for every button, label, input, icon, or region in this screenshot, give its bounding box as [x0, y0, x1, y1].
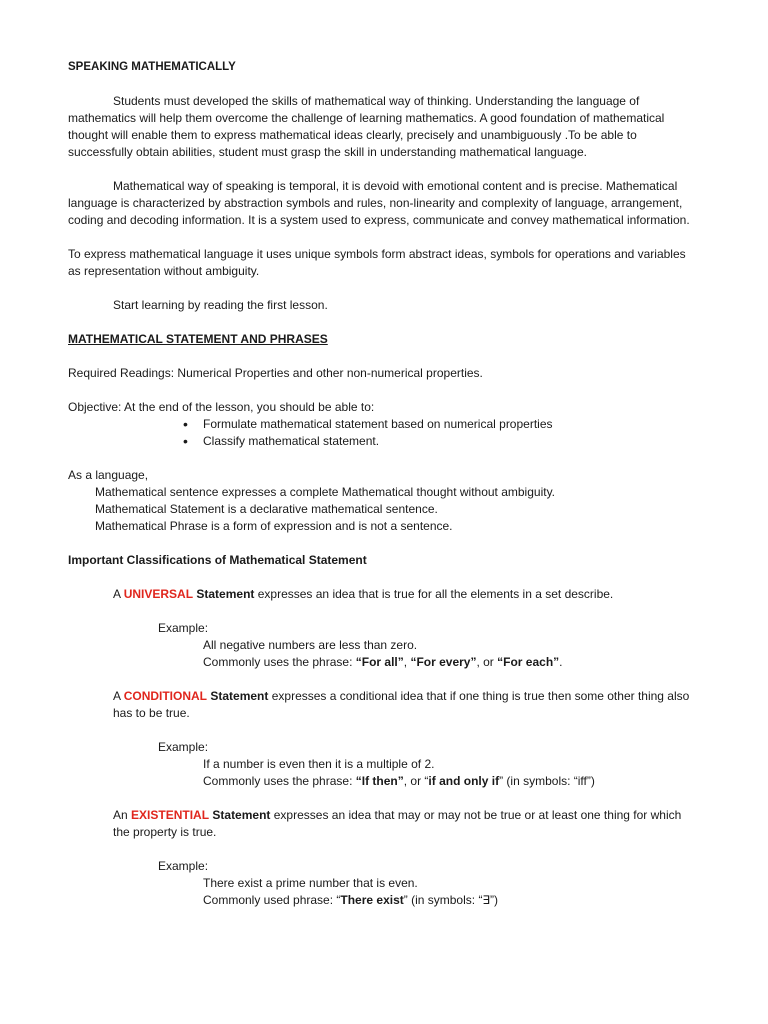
list-item: • Classify mathematical statement.: [183, 433, 698, 450]
article: A: [113, 587, 121, 601]
objective-list: [68, 416, 698, 450]
definition-sentence: Mathematical sentence expresses a complete Mathematical thought without ambiguity.: [95, 485, 556, 499]
objective: Objective: At the end of the lesson, you should be able to:: [68, 400, 375, 414]
example-label: Example:: [158, 859, 209, 873]
phrase-for-every: “For every”: [410, 655, 477, 669]
phrase-iff: if and only if: [428, 774, 500, 788]
phrase-for-all: “For all”: [355, 655, 404, 669]
article: An: [113, 808, 128, 822]
definition-text: expresses an idea that is true for all the elements in a set describe.: [257, 587, 614, 601]
phrase-end: .: [559, 655, 563, 669]
universal-keyword: UNIVERSAL: [123, 587, 194, 601]
article: A: [113, 689, 121, 703]
phrase-prefix: Commonly uses the phrase:: [203, 774, 356, 788]
universal-example: All negative numbers are less than zero.: [203, 638, 418, 652]
intro-paragraph-4: Start learning by reading the first lesson.: [113, 298, 328, 312]
intro-paragraph-3: To express mathematical language it uses unique symbols form abstract ideas, symbols for operations and variables as representation without ambiguity.: [68, 247, 686, 278]
example-label: Example:: [158, 621, 209, 635]
existential-keyword: EXISTENTIAL: [131, 808, 210, 822]
statement-word: Statement: [212, 808, 271, 822]
intro-paragraph-2: Mathematical way of speaking is temporal, it is devoid with emotional content and is precise. Mathematical language is characterized by abstraction symbols and rules, non-linearity and complexity of language, arrangement, coding and decoding information. It is a system used to express, communicate and convey mathematical information.: [68, 179, 690, 227]
conditional-keyword: CONDITIONAL: [123, 689, 208, 703]
section-heading: MATHEMATICAL STATEMENT AND PHRASES: [68, 332, 328, 346]
phrase-end: ” (in symbols: “iff”): [499, 774, 595, 788]
definition-phrase: Mathematical Phrase is a form of expression and is not a sentence.: [95, 519, 453, 533]
definition-text: expresses an idea that may or may not be true or at least one thing for which the property is true.: [113, 808, 682, 839]
separator: , or: [476, 655, 498, 669]
required-readings: Required Readings: Numerical Properties and other non-numerical properties.: [68, 366, 483, 380]
phrase-prefix: Commonly used phrase: “: [203, 893, 341, 907]
definition-text: expresses a conditional idea that if one thing is true then some other thing also has to be true.: [113, 689, 690, 720]
example-label: Example:: [158, 740, 209, 754]
phrase-end: ” (in symbols: “∃”): [403, 893, 499, 907]
separator: ,: [403, 655, 411, 669]
classifications-heading: Important Classifications of Mathematical Statement: [68, 553, 367, 567]
phrase-prefix: Commonly uses the phrase:: [203, 655, 356, 669]
conditional-example: If a number is even then it is a multiple of 2.: [203, 757, 435, 771]
conditional-definition: [68, 688, 698, 722]
universal-phrases: [68, 654, 698, 671]
as-language: As a language,: [68, 468, 149, 482]
existential-example: There exist a prime number that is even.: [203, 876, 418, 890]
statement-word: Statement: [210, 689, 269, 703]
existential-definition: [68, 807, 698, 841]
intro-paragraph-1: Students must developed the skills of mathematical way of thinking. Understanding the language of mathematics will help them overcome the challenge of learning mathematics. A good foundation of mathematical thought will enable them to express mathematical ideas clearly, precisely and unambiguously .To be able to successfully obtain abilities, student must grasp the skill in understanding mathematical language.: [68, 94, 665, 159]
statement-word: Statement: [196, 587, 255, 601]
definition-statement: Mathematical Statement is a declarative mathematical sentence.: [95, 502, 438, 516]
conditional-phrases: [68, 773, 698, 790]
phrase-if-then: “If then”: [355, 774, 404, 788]
phrase-for-each: “For each”: [497, 655, 560, 669]
universal-definition: [68, 586, 698, 603]
existential-phrases: [68, 892, 698, 909]
phrase-there-exist: There exist: [340, 893, 404, 907]
list-item: • Formulate mathematical statement based on numerical properties: [183, 416, 698, 433]
separator: , or “: [403, 774, 429, 788]
document-title: SPEAKING MATHEMATICALLY: [68, 61, 236, 73]
